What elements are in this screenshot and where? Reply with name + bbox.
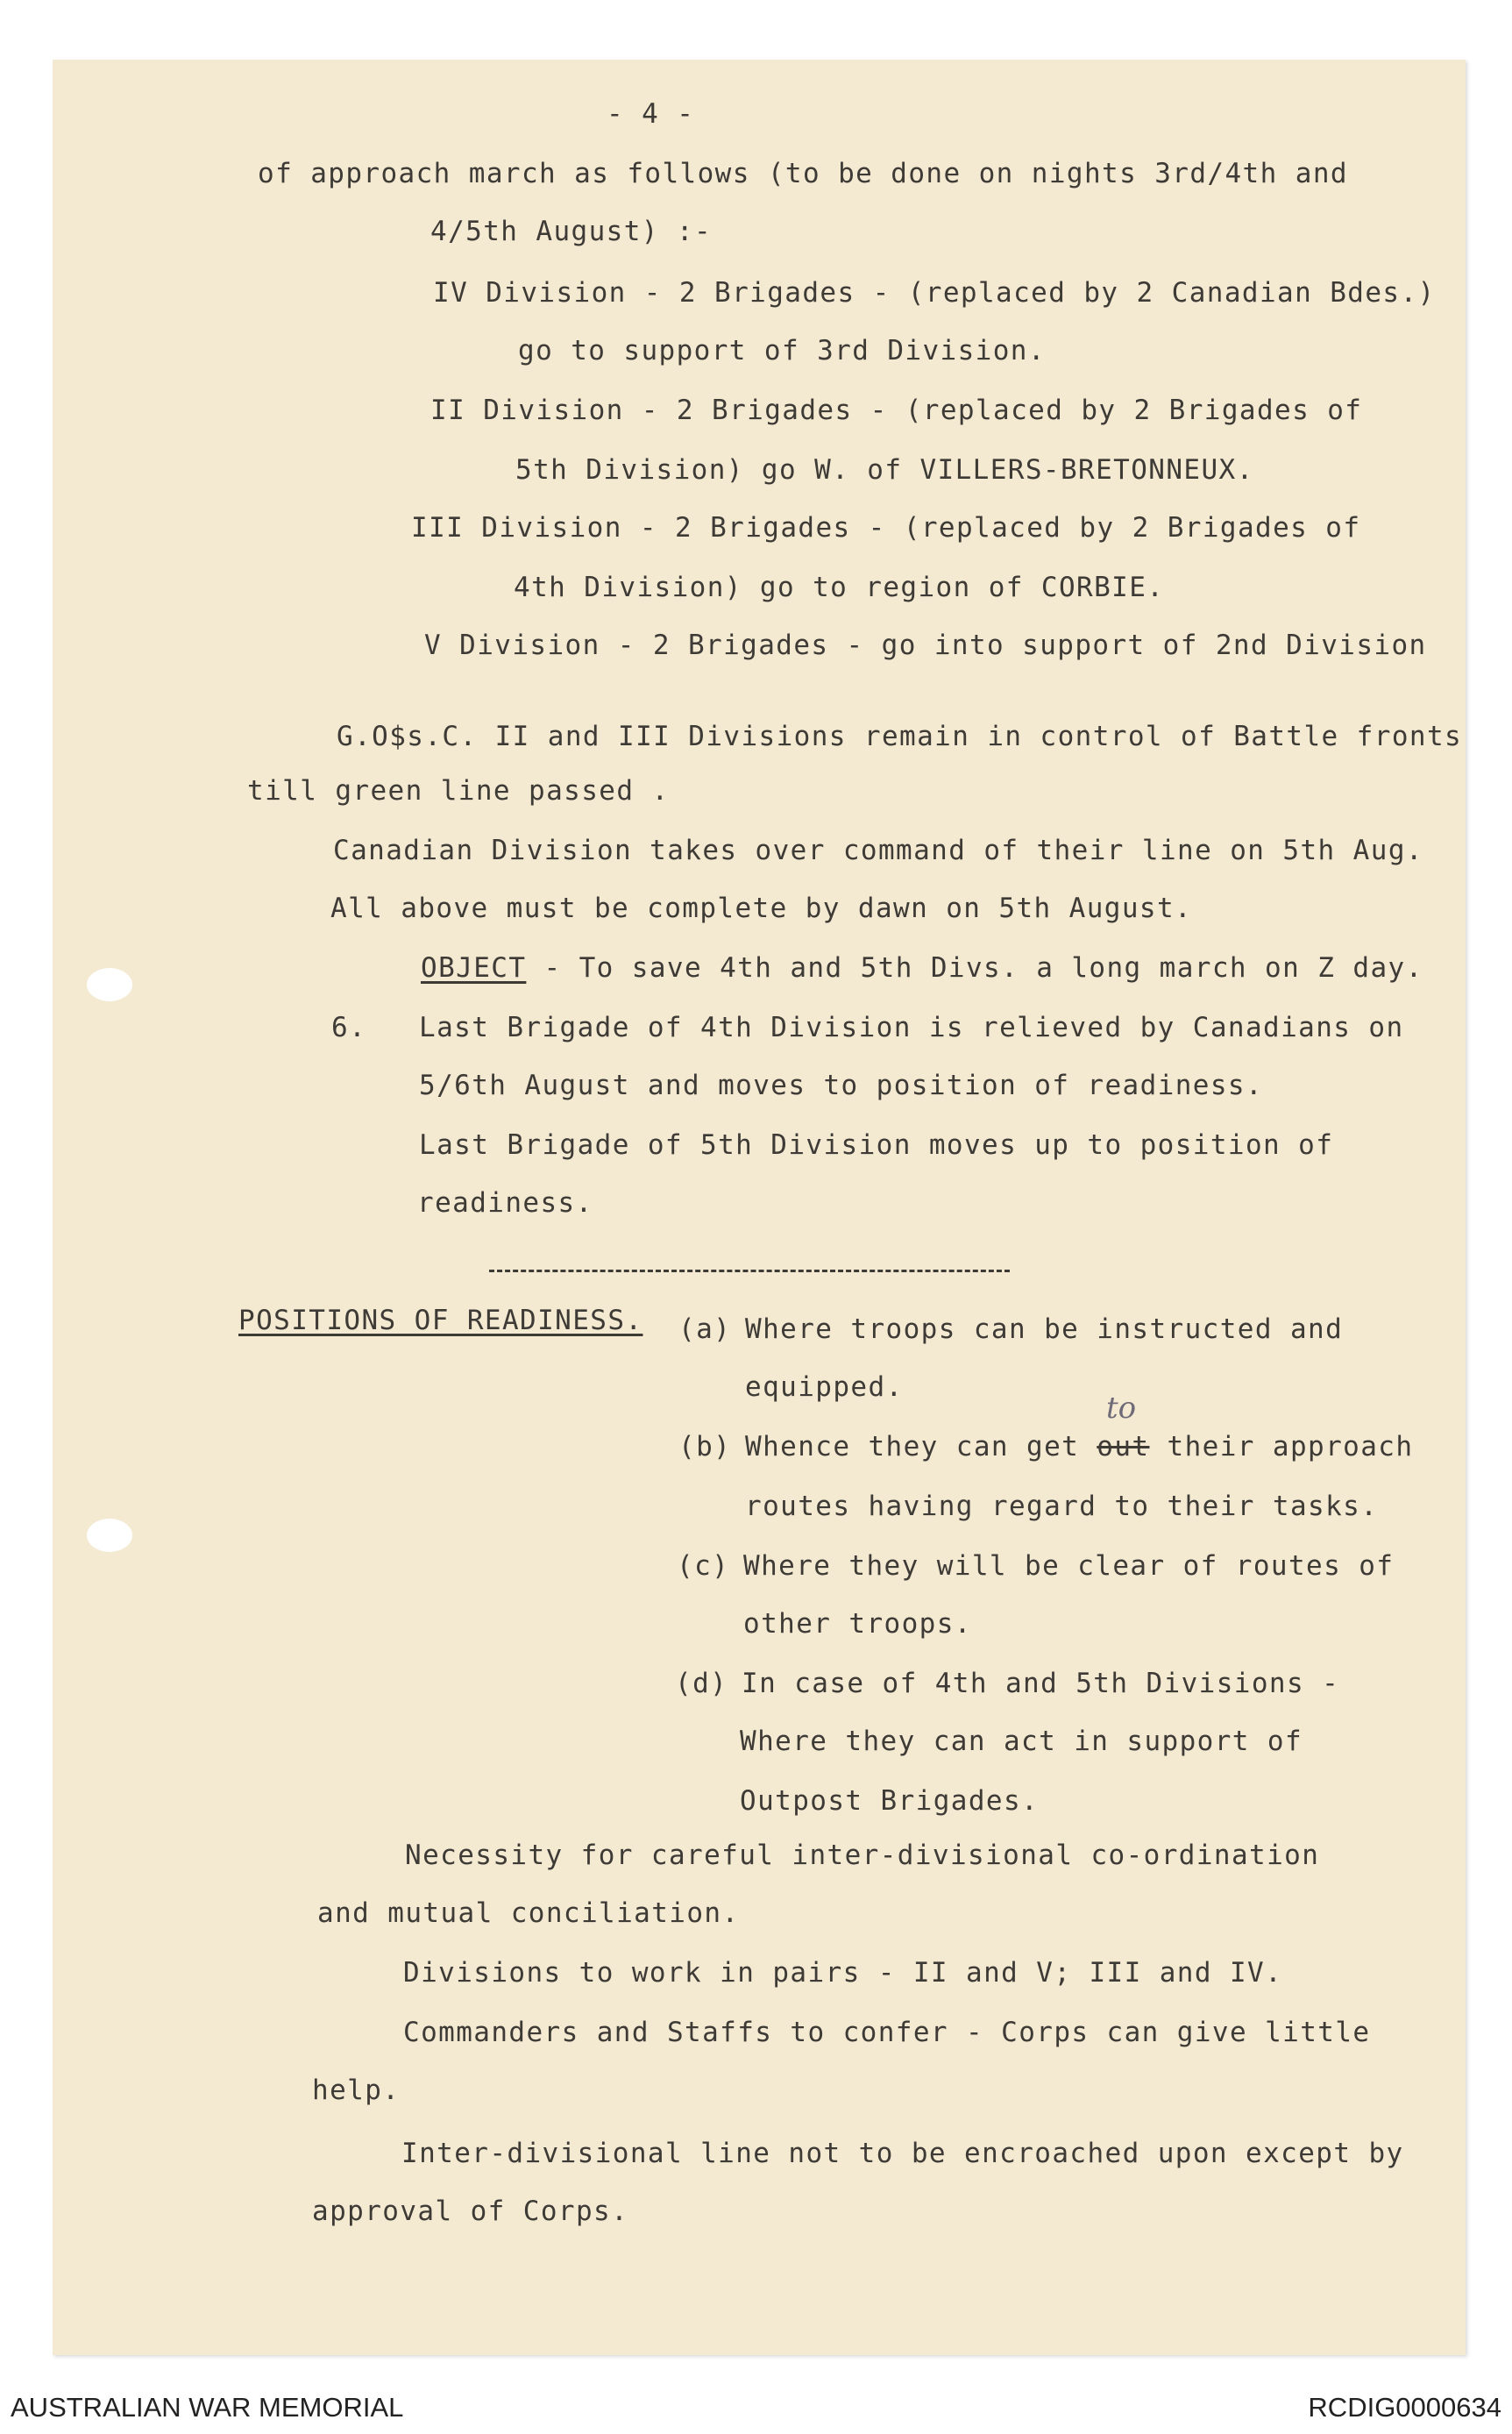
text-line: equipped. xyxy=(745,1371,904,1403)
text-line: Divisions to work in pairs - II and V; III and IV. xyxy=(403,1957,1283,1989)
text-line: 4th Division) go to region of CORBIE. xyxy=(514,572,1165,603)
text-line: approval of Corps. xyxy=(312,2196,629,2227)
item-marker: (c) xyxy=(677,1550,730,1582)
item-marker: (d) xyxy=(675,1668,728,1699)
text-line: Outpost Brigades. xyxy=(740,1785,1040,1817)
page-number: - 4 - xyxy=(607,98,695,130)
punch-hole xyxy=(87,1519,132,1552)
text-line: III Division - 2 Brigades - (replaced by 2 Brigades of xyxy=(411,512,1361,544)
text-line: other troops. xyxy=(743,1608,972,1640)
section-divider xyxy=(489,1270,1010,1272)
text-line: 5/6th August and moves to position of readiness. xyxy=(419,1070,1264,1101)
item-marker: (a) xyxy=(678,1313,732,1345)
footer-institution: AUSTRALIAN WAR MEMORIAL xyxy=(11,2392,404,2423)
text-line: G.O$s.C. II and III Divisions remain in control of Battle fronts xyxy=(337,721,1463,752)
text-line: readiness. xyxy=(417,1187,593,1219)
text-line: Commanders and Staffs to confer - Corps can give little xyxy=(403,2017,1371,2048)
text-line xyxy=(745,1431,1413,1463)
item-marker: (b) xyxy=(678,1431,732,1463)
object-line xyxy=(421,952,1423,984)
text-line: go to support of 3rd Division. xyxy=(518,335,1046,367)
text-segment: their approach xyxy=(1149,1431,1414,1463)
text-line: V Division - 2 Brigades - go into support of 2nd Division xyxy=(424,630,1427,661)
text-line: All above must be complete by dawn on 5th August. xyxy=(330,893,1193,924)
text-line: Where they will be clear of routes of xyxy=(743,1550,1395,1582)
footer-record-id: RCDIG0000634 xyxy=(1308,2392,1501,2423)
struck-word: out xyxy=(1097,1431,1150,1463)
item-number: 6. xyxy=(331,1012,367,1043)
text-line: till green line passed . xyxy=(247,775,670,807)
punch-hole xyxy=(87,968,132,1001)
text-line: 4/5th August) :- xyxy=(430,216,713,247)
text-line: Last Brigade of 5th Division moves up to position of xyxy=(419,1129,1334,1161)
text-line: Necessity for careful inter-divisional co-ordination xyxy=(405,1840,1320,1871)
handwritten-correction: to xyxy=(1106,1391,1137,1426)
section-heading: POSITIONS OF READINESS. xyxy=(238,1305,643,1336)
text-line: routes having regard to their tasks. xyxy=(745,1491,1379,1522)
text-line: of approach march as follows (to be done on nights 3rd/4th and xyxy=(258,158,1348,189)
text-line: Last Brigade of 4th Division is relieved by Canadians on xyxy=(419,1012,1404,1043)
text-line: IV Division - 2 Brigades - (replaced by 2 Canadian Bdes.) xyxy=(433,277,1436,309)
text-line: 5th Division) go W. of VILLERS-BRETONNEUX. xyxy=(515,454,1254,486)
text-line: Inter-divisional line not to be encroached upon except by xyxy=(401,2138,1404,2169)
text-line: In case of 4th and 5th Divisions - xyxy=(742,1668,1340,1699)
text-line: Canadian Division takes over command of their line on 5th Aug. xyxy=(333,835,1423,866)
text-line: II Division - 2 Brigades - (replaced by 2 Brigades of xyxy=(430,395,1363,426)
text-segment: Whence they can get xyxy=(745,1431,1097,1463)
text-line: Where troops can be instructed and xyxy=(745,1313,1344,1345)
text-line: and mutual conciliation. xyxy=(317,1897,740,1929)
text-line: Where they can act in support of xyxy=(740,1726,1303,1757)
object-label: OBJECT xyxy=(421,952,527,984)
object-text: - To save 4th and 5th Divs. a long march on Z day. xyxy=(526,952,1423,984)
text-line: help. xyxy=(312,2075,401,2106)
